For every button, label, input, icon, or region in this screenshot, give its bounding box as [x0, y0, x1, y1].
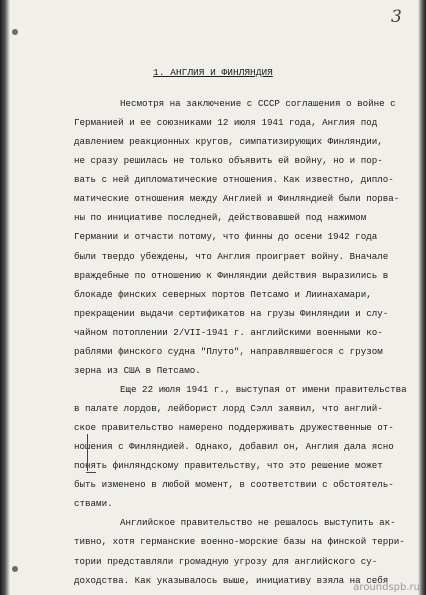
- binding-hole: [12, 566, 18, 572]
- text-line: в палате лордов, лейборист лорд Сэлл заявил, что англий-: [74, 403, 383, 414]
- text-line: ношения с Финляндией. Однако, добавил он, Англия дала ясно: [74, 441, 394, 452]
- text-line: понять финляндскому правительству, что это решение может: [74, 460, 383, 471]
- text-line: доходства. Как указывалось выше, инициативу взяла на себя: [74, 575, 389, 586]
- scan-edge-left: [0, 0, 10, 595]
- text-line: тивно, хотя германские военно-морские базы на финской терри-: [74, 536, 405, 547]
- text-line: прекращении выдачи сертификатов на грузы Финляндии и слу-: [74, 308, 389, 319]
- margin-mark: [87, 434, 91, 471]
- text-line: зерна из США в Петсамо.: [74, 365, 201, 376]
- watermark: aroundspb.ru: [353, 582, 420, 593]
- text-line: ствами.: [74, 498, 113, 509]
- text-line: Английское правительство не решалось выступить ак-: [120, 517, 396, 528]
- scan-edge-right: [418, 0, 426, 595]
- text-line: были твердо убеждены, что Англия проиграет войну. Вначале: [74, 251, 389, 262]
- text-line: вать с ней дипломатические отношения. Как известно, дипло-: [74, 174, 394, 185]
- text-line: раблями финского судна "Плуто", направлявшегося с грузом: [74, 346, 383, 357]
- text-line: матические отношения между Англией и Финляндией были порва-: [74, 193, 400, 204]
- text-line: быть изменено в любой момент, в соответствии с обстоятель-: [74, 479, 394, 490]
- text-line: блокаде финских северных портов Петсамо и Лиинахамари,: [74, 289, 372, 300]
- page-number: 3: [391, 7, 402, 27]
- text-line: враждебные по отношению к Финляндии действия выразились в: [74, 270, 389, 281]
- text-line: давлением реакционных кругов, симпатизирующих Финляндии,: [74, 136, 383, 147]
- text-line: тории представляли громадную угрозу для английского су-: [74, 556, 378, 567]
- text-line: ны по инициативе последней, действовавшей под нажимом: [74, 212, 367, 223]
- text-line: ское правительство намерено поддерживать дружественные от-: [74, 422, 394, 433]
- text-line: Еще 22 июля 1941 г., выступая от имени правительства: [120, 384, 407, 395]
- section-title: 1. АНГЛИЯ И ФИНЛЯНДИЯ: [153, 67, 273, 78]
- text-line: чайном потоплении 2/VII-1941 г. английскими военными ко-: [74, 327, 383, 338]
- text-line: Германией и ее союзниками 12 июля 1941 года, Англия под: [74, 117, 378, 128]
- text-line: Германии и отчасти потому, что финны до осени 1942 года: [74, 231, 378, 242]
- text-line: Несмотря на заключение с СССР соглашения о войне с: [120, 98, 396, 109]
- text-line: не сразу решилась не только объявить ей войну, но и пор-: [74, 155, 383, 166]
- binding-hole: [12, 29, 18, 35]
